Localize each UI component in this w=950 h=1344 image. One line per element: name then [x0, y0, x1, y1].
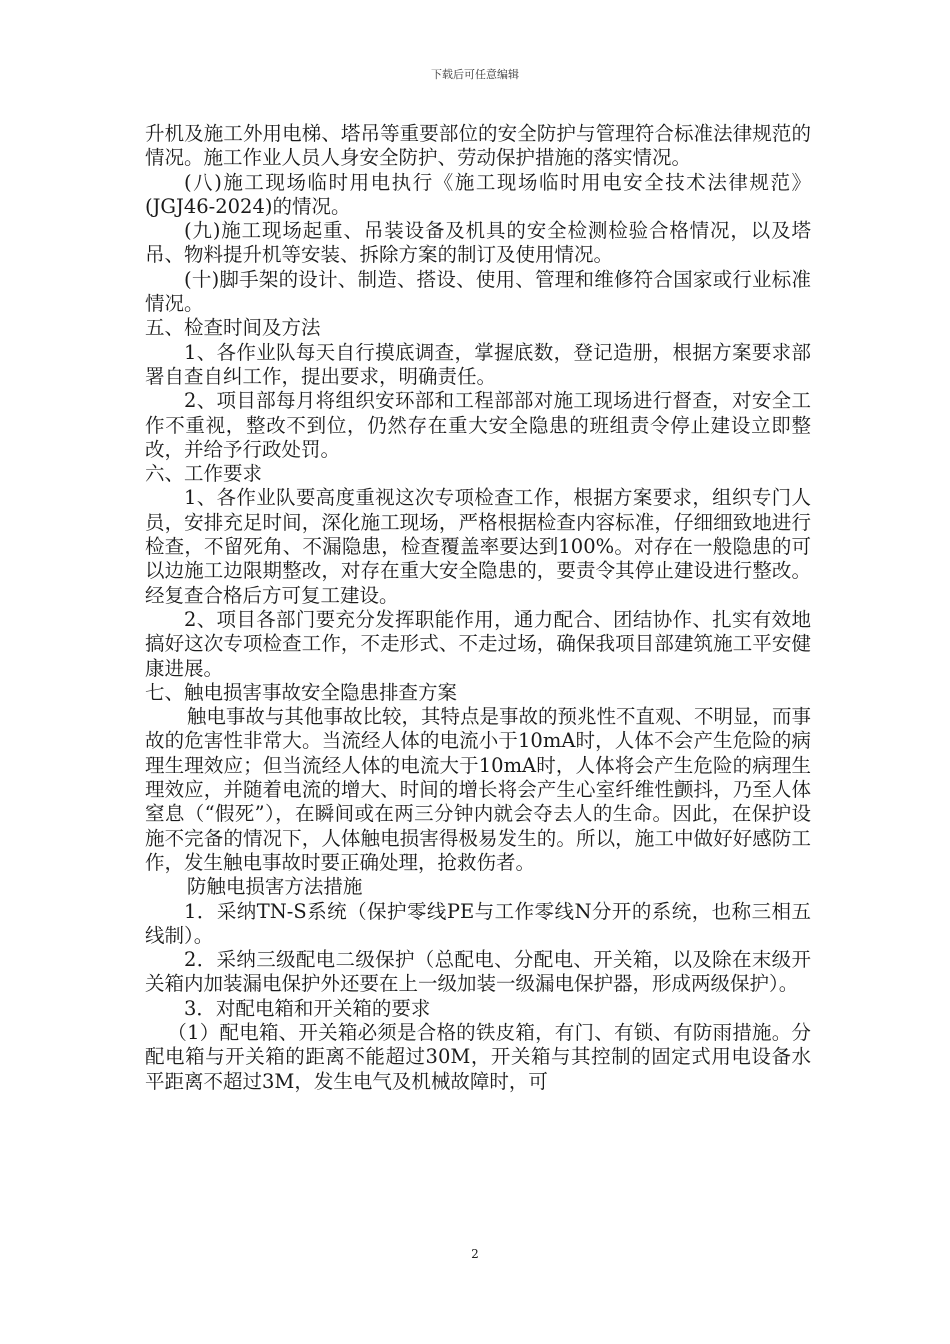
- section-heading: 七、触电损害事故安全隐患排查方案: [145, 680, 458, 704]
- paragraph: 1、各作业队每天自行摸底调查，掌握底数，登记造册，根据方案要求部署自查自纠工作，提出要求，明确责任。: [145, 340, 811, 388]
- paragraph: 2．采纳三级配电二级保护（总配电、分配电、开关箱，以及除在末级开关箱内加装漏电保护外还要在上一级加装一级漏电保护器，形成两级保护）。: [145, 948, 811, 996]
- paragraph: (九)施工现场起重、吊装设备及机具的安全检测检验合格情况，以及塔吊、物料提升机等安装、拆除方案的制订及使用情况。: [145, 219, 811, 267]
- section-heading: 五、检查时间及方法: [145, 316, 321, 340]
- header-note: 下载后可任意编辑: [431, 68, 519, 81]
- paragraph: （1）配电箱、开关箱必须是合格的铁皮箱，有门、有锁、有防雨措施。分配电箱与开关箱的距离不能超过30M，开关箱与其控制的固定式用电设备水平距离不超过3M，发生电气及机械故障时，可: [145, 1020, 811, 1093]
- paragraph: 2、项目部每月将组织安环部和工程部部对施工现场进行督查，对安全工作不重视，整改不到位，仍然存在重大安全隐患的班组责令停止建设立即整改，并给予行政处罚。: [145, 389, 811, 461]
- subheading: 3．对配电箱和开关箱的要求: [184, 996, 431, 1020]
- paragraph: (十)脚手架的设计、制造、搭设、使用、管理和维修符合国家或行业标准情况。: [145, 267, 811, 316]
- body-text: [145, 122, 811, 1094]
- paragraph: 1、各作业队要高度重视这次专项检查工作，根据方案要求，组织专门人员，安排充足时间，深化施工现场，严格根据检查内容标准，仔细细致地进行检查，不留死角、不漏隐患，检查覆盖率要达到100%。对存在一般隐患的可以边施工边限期整改，对存在重大安全隐患的，要责令其停止建设进行整改。经复查合格后方可复工建设。: [145, 486, 811, 607]
- paragraph: 升机及施工外用电梯、塔吊等重要部位的安全防护与管理符合标准法律规范的情况。施工作业人员人身安全防护、劳动保护措施的落实情况。: [145, 122, 811, 170]
- section-heading: 六、工作要求: [145, 462, 263, 486]
- paragraph: 1．采纳TN-S系统（保护零线PE与工作零线N分开的系统，也称三相五线制）。: [145, 899, 811, 947]
- page-number: 2: [471, 1247, 479, 1261]
- paragraph: (八)施工现场临时用电执行《施工现场临时用电安全技术法律规范》(JGJ46-2024)的情况。: [145, 170, 811, 218]
- subheading: 防触电损害方法措施: [186, 875, 363, 899]
- paragraph: 触电事故与其他事故比较，其特点是事故的预兆性不直观、不明显，而事故的危害性非常大。当流经人体的电流小于10mA时，人体不会产生危险的病理生理效应；但当流经人体的电流大于10mA时，人体将会产生危险的病理生理效应，并随着电流的增大、时间的增长将会产生心室纤维性颤抖，乃至人体窒息（“假死”），在瞬间或在两三分钟内就会夺去人的生命。因此，在保护设施不完备的情况下，人体触电损害得极易发生的。所以，施工中做好好感防工作，发生触电事故时要正确处理，抢救伤者。: [145, 705, 811, 874]
- paragraph: 2、项目各部门要充分发挥职能作用，通力配合、团结协作、扎实有效地搞好这次专项检查工作，不走形式、不走过场，确保我项目部建筑施工平安健康进展。: [145, 607, 811, 680]
